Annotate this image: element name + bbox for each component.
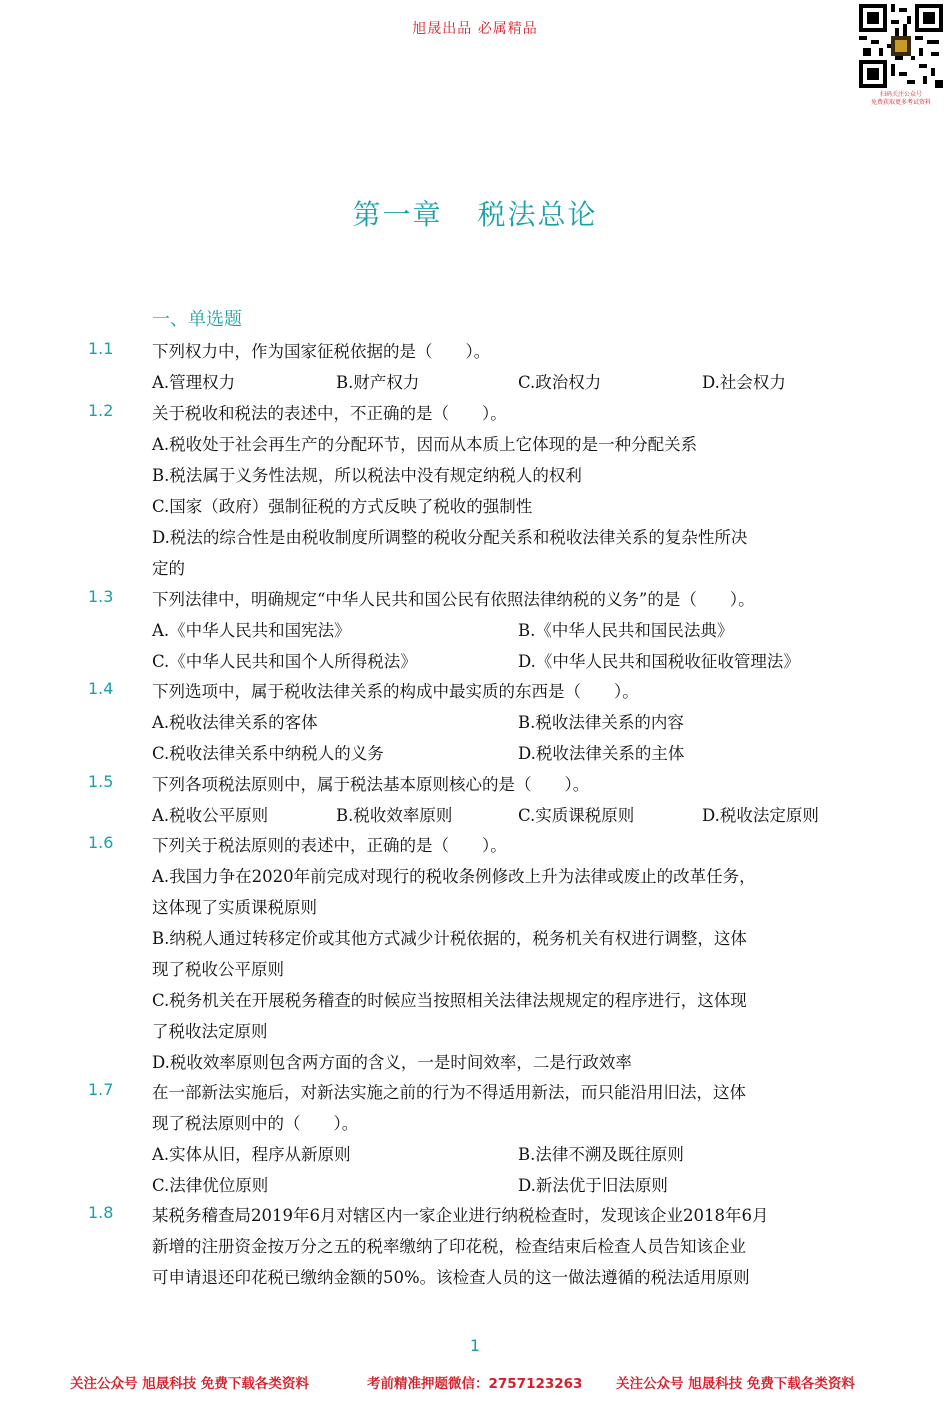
question-number: 1.8 (88, 1203, 114, 1222)
option: B.税法属于义务性法规，所以税法中没有规定纳税人的权利 (152, 466, 582, 485)
footer-ad-left: 关注公众号 旭晟科技 免费下载各类资料 (70, 1376, 309, 1392)
question-number: 1.4 (88, 679, 114, 698)
option: C.税务机关在开展税务稽查的时候应当按照相关法律法规规定的程序进行，这体现 (152, 991, 747, 1010)
question-number: 1.1 (88, 339, 114, 358)
question-stem-continuation: 现了税法原则中的（ ）。 (152, 1114, 359, 1133)
option: D.税收法律关系的主体 (518, 744, 685, 763)
option: B.税收效率原则 (336, 806, 453, 825)
option-continuation: 现了税收公平原则 (152, 960, 284, 979)
option: D.税收法定原则 (702, 806, 819, 825)
question-number: 1.5 (88, 772, 114, 791)
option: B.财产权力 (336, 373, 420, 392)
qr-caption (855, 91, 947, 107)
question-number: 1.6 (88, 833, 114, 852)
question-stem: 某税务稽查局2019年6月对辖区内一家企业进行纳税检查时，发现该企业2018年6月 (152, 1206, 769, 1225)
option: A.管理权力 (152, 373, 236, 392)
option: C.《中华人民共和国个人所得税法》 (152, 652, 417, 671)
chapter-title: 第一章 税法总论 (352, 198, 598, 231)
option: A.税收公平原则 (152, 806, 269, 825)
option: A.税收法律关系的客体 (152, 713, 318, 732)
option-continuation: 这体现了实质课税原则 (152, 898, 317, 917)
option: D.社会权力 (702, 373, 786, 392)
question-number: 1.2 (88, 401, 114, 420)
option: D.新法优于旧法原则 (518, 1176, 668, 1195)
footer-ad-right: 关注公众号 旭晟科技 免费下载各类资料 (616, 1376, 855, 1392)
qr-caption-line2: 免费获取更多考试资料 (870, 99, 931, 106)
question-stem: 下列选项中，属于税收法律关系的构成中最实质的东西是（ ）。 (152, 682, 639, 701)
option: A.税收处于社会再生产的分配环节，因而从本质上它体现的是一种分配关系 (152, 435, 698, 454)
option: B.法律不溯及既往原则 (518, 1145, 684, 1164)
section-heading: 一、单选题 (152, 309, 242, 330)
qr-caption-line1: 扫码关注公众号 (879, 91, 922, 98)
footer-ad-middle: 考前精准押题微信：2757123263 (367, 1376, 583, 1392)
page-number: 1 (469, 1336, 481, 1355)
option: C.国家（政府）强制征税的方式反映了税收的强制性 (152, 497, 533, 516)
question-stem: 在一部新法实施后，对新法实施之前的行为不得适用新法，而只能沿用旧法，这体 (152, 1083, 746, 1102)
question-stem: 关于税收和税法的表述中，不正确的是（ ）。 (152, 404, 507, 423)
option: A.《中华人民共和国宪法》 (152, 621, 351, 640)
option: A.我国力争在2020年前完成对现行的税收条例修改上升为法律或废止的改革任务， (152, 867, 756, 886)
option: C.政治权力 (518, 373, 602, 392)
question-stem: 下列各项税法原则中，属于税法基本原则核心的是（ ）。 (152, 775, 590, 794)
question-number: 1.7 (88, 1080, 114, 1099)
option-continuation: 定的 (152, 559, 185, 578)
header-slogan: 旭晟出品 必属精品 (412, 21, 538, 37)
question-stem: 下列法律中，明确规定“中华人民共和国公民有依照法律纳税的义务”的是（ ）。 (152, 590, 755, 609)
qr-code-icon (859, 4, 943, 88)
option: C.税收法律关系中纳税人的义务 (152, 744, 384, 763)
option: A.实体从旧，程序从新原则 (152, 1145, 351, 1164)
option: B.税收法律关系的内容 (518, 713, 684, 732)
option: D.税法的综合性是由税收制度所调整的税收分配关系和税收法律关系的复杂性所决 (152, 528, 748, 547)
question-stem-continuation: 新增的注册资金按万分之五的税率缴纳了印花税，检查结束后检查人员告知该企业 (152, 1237, 746, 1256)
option-continuation: 了税收法定原则 (152, 1022, 268, 1041)
option: C.实质课税原则 (518, 806, 635, 825)
option: D.《中华人民共和国税收征收管理法》 (518, 652, 800, 671)
question-stem: 下列关于税法原则的表述中，正确的是（ ）。 (152, 836, 507, 855)
question-stem-continuation: 可申请退还印花税已缴纳金额的50%。该检查人员的这一做法遵循的税法适用原则 (152, 1268, 750, 1287)
option: C.法律优位原则 (152, 1176, 269, 1195)
option: B.《中华人民共和国民法典》 (518, 621, 734, 640)
option: B.纳税人通过转移定价或其他方式减少计税依据的，税务机关有权进行调整，这体 (152, 929, 747, 948)
qr-code-block (855, 4, 947, 112)
question-number: 1.3 (88, 587, 114, 606)
option: D.税收效率原则包含两方面的含义，一是时间效率，二是行政效率 (152, 1053, 632, 1072)
question-stem: 下列权力中，作为国家征税依据的是（ ）。 (152, 342, 491, 361)
